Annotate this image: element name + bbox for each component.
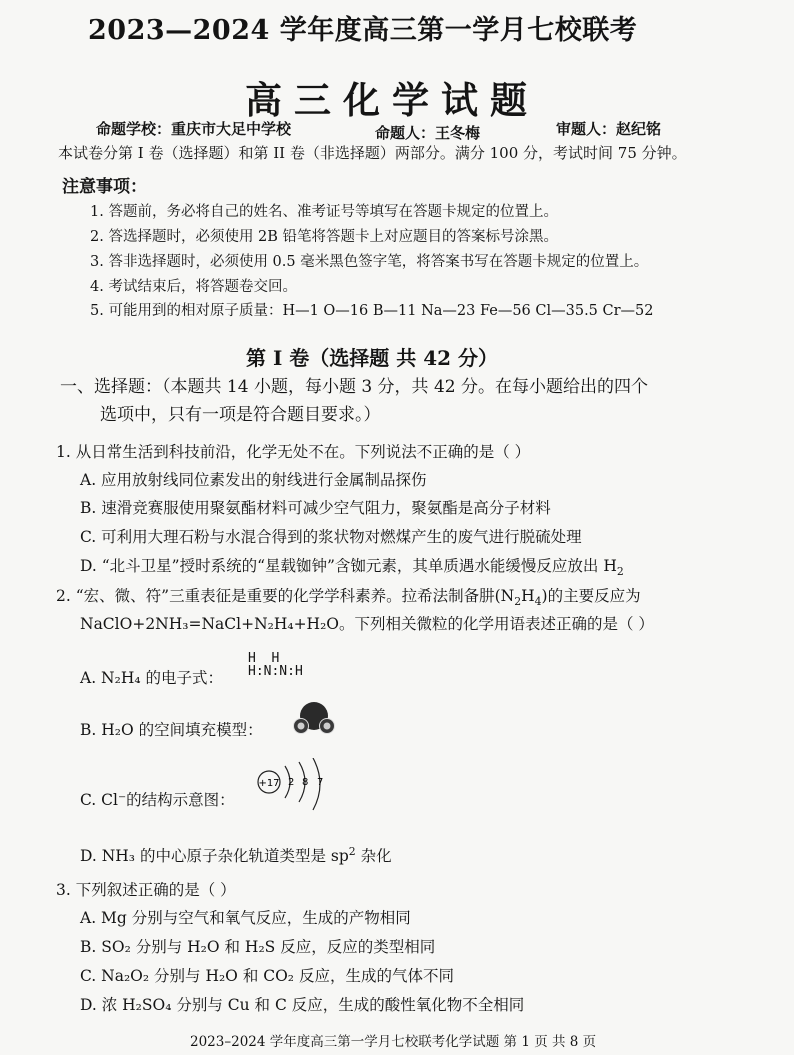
note-item: 5. 可能用到的相对原子质量：H—1 O—16 B—11 Na—23 Fe—56 Cl—35.5 Cr—52 xyxy=(90,303,654,319)
q3-option-d: D. 浓 H₂SO₄ 分别与 Cu 和 C 反应，生成的酸性氧化物不全相同 xyxy=(80,996,525,1014)
exam-title: 2023—2024 学年度高三第一学月七校联考 xyxy=(88,15,638,46)
q2-option-d-text: 杂化 xyxy=(355,847,392,865)
q2-option-d-text: D. NH₃ 的中心原子杂化轨道类型是 sp xyxy=(80,847,349,865)
q1-option-d-subscript: 2 xyxy=(616,565,624,579)
q3-option-c: C. Na₂O₂ 分别与 H₂O 和 CO₂ 反应，生成的气体不同 xyxy=(80,967,454,985)
shell-electrons: 2 xyxy=(288,777,295,788)
intro-line: 本试卷分第 I 卷（选择题）和第 II 卷（非选择题）两部分。满分 100 分，考试时间 75 分钟。 xyxy=(58,144,687,162)
q1-option-d-text: D. “北斗卫星”授时系统的“星载铷钟”含铷元素，其单质遇水能缓慢反应放出 H xyxy=(80,557,617,575)
reviewer-label: 审题人：赵纪铭 xyxy=(556,120,662,138)
q2-stem-text: )的主要反应为 xyxy=(541,587,641,605)
school-label: 命题学校：重庆市大足中学校 xyxy=(96,120,292,138)
shell-electrons: 8 xyxy=(302,777,309,788)
note-item: 1. 答题前，务必将自己的姓名、准考证号等填写在答题卡规定的位置上。 xyxy=(90,204,558,220)
q2-option-c: C. Cl⁻的结构示意图： xyxy=(80,791,235,809)
q2-option-a: A. N₂H₄ 的电子式： xyxy=(80,669,223,687)
part-heading-line1: 一、选择题：（本题共 14 小题，每小题 3 分，共 42 分。在每小题给出的四个 xyxy=(60,377,649,397)
q2-option-d xyxy=(80,844,392,866)
q1-option-a: A. 应用放射线同位素发出的射线进行金属制品探伤 xyxy=(80,471,427,489)
q3-stem: 3. 下列叙述正确的是（ ） xyxy=(56,881,236,899)
chloride-ion-structure-diagram xyxy=(255,758,335,818)
q2-option-d-sup: 2 xyxy=(348,844,356,858)
water-space-filling-model xyxy=(292,700,336,736)
note-item: 4. 考试结束后，将答题卷交回。 xyxy=(90,279,297,295)
q2-sub: 2 xyxy=(514,595,522,609)
q2-stem-text: 2. “宏、微、符”三重表征是重要的化学学科素养。拉希法制备肼(N xyxy=(56,587,515,605)
page-footer: 2023–2024 学年度高三第一学月七校联考化学试题 第 1 页 共 8 页 xyxy=(190,1034,597,1050)
part-heading-line2: 选项中，只有一项是符合题目要求。） xyxy=(100,405,381,425)
q2-stem-text: H xyxy=(521,587,535,605)
note-item: 2. 答选择题时，必须使用 2B 铅笔将答题卡上对应题目的答案标号涂黑。 xyxy=(90,229,559,245)
shell-electrons: 7 xyxy=(317,777,324,788)
q2-sub: 4 xyxy=(534,595,542,609)
setter-label: 命题人：王冬梅 xyxy=(375,124,481,142)
section-title: 第 I 卷（选择题 共 42 分） xyxy=(246,346,499,370)
q1-option-b: B. 速滑竞赛服使用聚氨酯材料可减少空气阻力，聚氨酯是高分子材料 xyxy=(80,499,551,517)
nucleus-charge: +17 xyxy=(258,778,280,789)
q2-stem-line1 xyxy=(56,584,641,608)
notes-heading: 注意事项： xyxy=(62,177,147,197)
q1-option-d xyxy=(80,554,624,578)
q3-option-a: A. Mg 分别与空气和氧气反应，生成的产物相同 xyxy=(80,909,411,927)
electron-dot-formula: H H H:N:N:H xyxy=(248,651,303,679)
q3-option-b: B. SO₂ 分别与 H₂O 和 H₂S 反应，反应的类型相同 xyxy=(80,938,436,956)
q1-option-c: C. 可利用大理石粉与水混合得到的浆状物对燃煤产生的废气进行脱硫处理 xyxy=(80,528,582,546)
subject-title: 高三化学试题 xyxy=(245,78,539,122)
q1-stem: 1. 从日常生活到科技前沿，化学无处不在。下列说法不正确的是（ ） xyxy=(56,443,531,461)
note-item: 3. 答非选择题时，必须使用 0.5 毫米黑色签字笔，将答案书写在答题卡规定的位置上。 xyxy=(90,254,649,270)
q2-option-b: B. H₂O 的空间填充模型： xyxy=(80,721,263,739)
q2-stem-line2: NaClO+2NH₃=NaCl+N₂H₄+H₂O。下列相关微粒的化学用语表述正确的是（ ） xyxy=(80,615,654,633)
